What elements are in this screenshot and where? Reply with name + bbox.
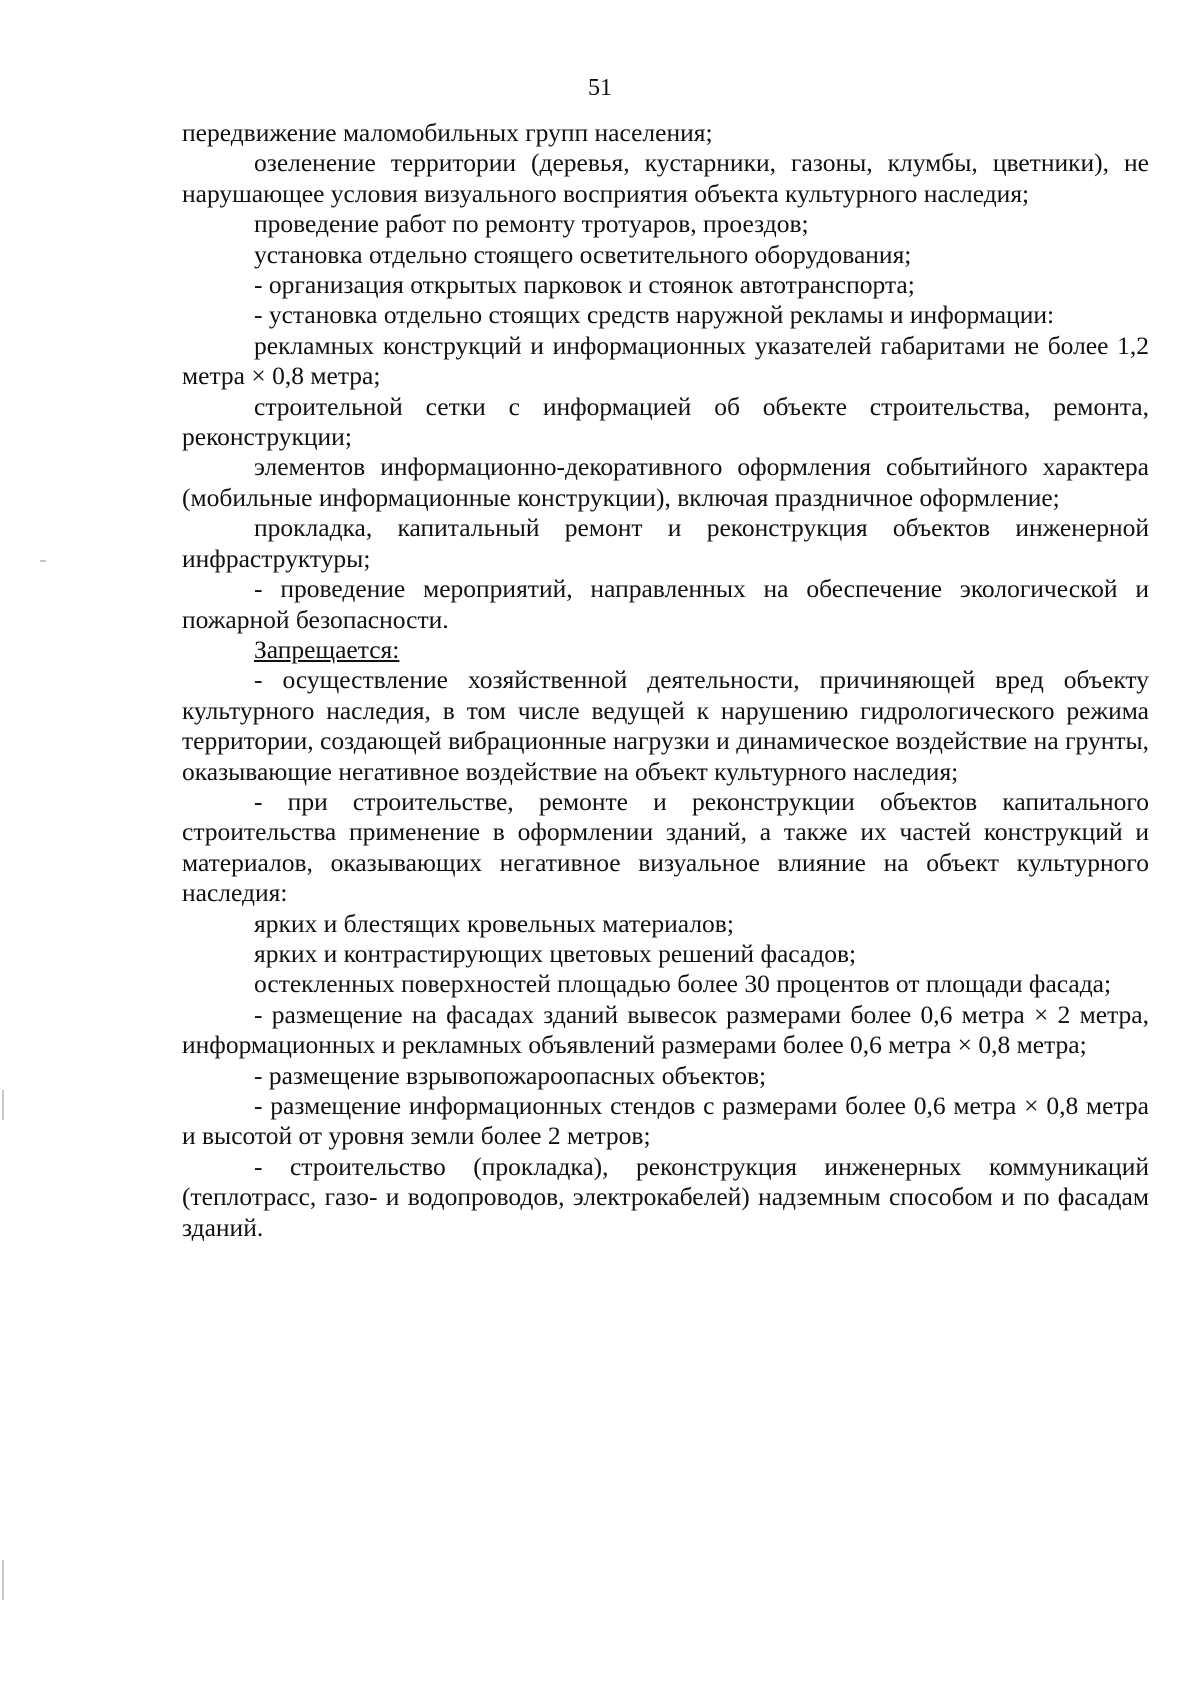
paragraph-11: - проведение мероприятий, направленных на обеспечение экологической и пожарной безопасности. — [182, 574, 1149, 634]
paragraph-20: - размещение информационных стендов с размерами более 0,6 метра × 0,8 метра и высотой от уровня земли более 2 метров; — [182, 1091, 1149, 1151]
scan-dust-mark — [40, 560, 46, 562]
paragraph-21: - строительство (прокладка), реконструкция инженерных коммуникаций (теплотрасс, газо- и водопроводов, электрокабелей) надземным способом и по фасадам зданий. — [182, 1151, 1149, 1242]
paragraph-4: установка отдельно стоящего осветительного оборудования; — [254, 239, 912, 269]
paragraph-15: ярких и блестящих кровельных материалов; — [254, 908, 734, 938]
paragraph-10: прокладка, капитальный ремонт и реконструкция объектов инженерной инфраструктуры; — [182, 513, 1149, 573]
page-number: 51 — [588, 75, 612, 101]
paragraph-9: элементов информационно-декоративного оформления событийного характера (мобильные информационные конструкции), включая праздничное оформление; — [182, 452, 1149, 512]
paragraph-17: остекленных поверхностей площадью более 30 процентов от площади фасада; — [254, 969, 1112, 999]
paragraph-6: - установка отдельно стоящих средств наружной рекламы и информации: — [254, 300, 1055, 330]
paragraph-14: - при строительстве, ремонте и реконструкции объектов капитального строительства применение в оформлении зданий, а также их частей конструкций и материалов, оказывающих негативное визуальное влияние на объект культурного наследия: — [182, 786, 1149, 908]
scan-edge-mark — [2, 1090, 4, 1120]
paragraph-8: строительной сетки с информацией об объекте строительства, ремонта, реконструкции; — [182, 391, 1149, 452]
section-heading-prohibited — [182, 635, 1149, 665]
paragraph-16: ярких и контрастирующих цветовых решений фасадов; — [254, 938, 857, 968]
paragraph-19: - размещение взрывопожароопасных объектов; — [254, 1060, 767, 1090]
prohibited-label: Запрещается: — [254, 634, 400, 664]
paragraph-5: - организация открытых парковок и стоянок автотранспорта; — [254, 270, 915, 300]
paragraph-3: проведение работ по ремонту тротуаров, проездов; — [254, 209, 809, 239]
paragraph-1: передвижение маломобильных групп населения; — [182, 118, 713, 147]
paragraph-2: озеленение территории (деревья, кустарники, газоны, клумбы, цветники), не нарушающее условия визуального восприятия объекта культурного наследия; — [182, 148, 1149, 208]
paragraph-18: - размещение на фасадах зданий вывесок размерами более 0,6 метра × 2 метра, информационных и рекламных объявлений размерами более 0,6 метра × 0,8 метра; — [182, 999, 1149, 1060]
scan-edge-mark — [2, 1560, 4, 1600]
document-body — [182, 118, 1149, 1243]
paragraph-7: рекламных конструкций и информационных указателей габаритами не более 1,2 метра × 0,8 метра; — [182, 330, 1149, 391]
paragraph-13: - осуществление хозяйственной деятельности, причиняющей вред объекту культурного наследия, в том числе ведущей к нарушению гидрологического режима территории, создающей вибрационные нагрузки и динамическое воздействие на грунты, оказывающие негативное воздействие на объект культурного наследия; — [182, 665, 1149, 786]
